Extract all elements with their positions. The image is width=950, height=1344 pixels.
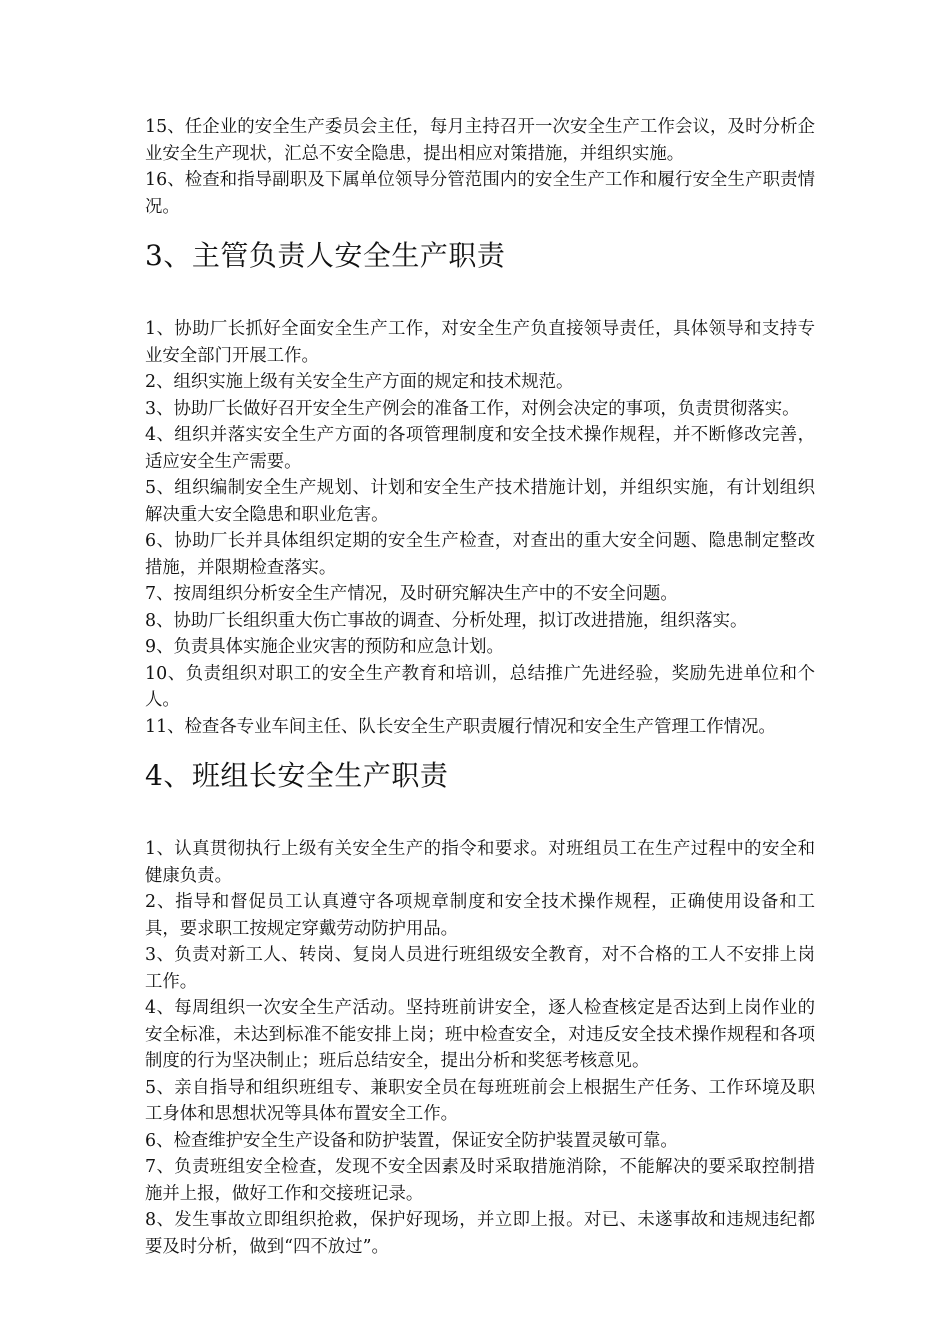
- paragraph-item-15: 15、任企业的安全生产委员会主任，每月主持召开一次安全生产工作会议，及时分析企业安全生产现状，汇总不安全隐患，提出相应对策措施，并组织实施。: [145, 117, 815, 164]
- section4-item-1: 1、认真贯彻执行上级有关安全生产的指令和要求。对班组员工在生产过程中的安全和健康负责。: [145, 839, 815, 886]
- section3-item-10: 10、负责组织对职工的安全生产教育和培训，总结推广先进经验，奖励先进单位和个人。: [145, 663, 815, 710]
- section3-item-6: 6、协助厂长并具体组织定期的安全生产检查，对查出的重大安全问题、隐患制定整改措施，并限期检查落实。: [145, 531, 815, 578]
- section3-item-8: 8、协助厂长组织重大伤亡事故的调查、分析处理，拟订改进措施，组织落实。: [145, 610, 748, 631]
- section4-item-8: 8、发生事故立即组织抢救，保护好现场，并立即上报。对已、未遂事故和违规违纪都要及时分析，做到“四不放过”。: [145, 1210, 815, 1257]
- section3-item-5: 5、组织编制安全生产规划、计划和安全生产技术措施计划，并组织实施，有计划组织解决重大安全隐患和职业危害。: [145, 478, 815, 525]
- section4-item-2: 2、指导和督促员工认真遵守各项规章制度和安全技术操作规程，正确使用设备和工具，要求职工按规定穿戴劳动防护用品。: [145, 892, 815, 939]
- section3-item-4: 4、组织并落实安全生产方面的各项管理制度和安全技术操作规程，并不断修改完善，适应安全生产需要。: [145, 425, 815, 472]
- section3-item-7: 7、按周组织分析安全生产情况，及时研究解决生产中的不安全问题。: [145, 584, 678, 604]
- section3-item-1: 1、协助厂长抓好全面安全生产工作，对安全生产负直接领导责任，具体领导和支持专业安全部门开展工作。: [145, 319, 815, 366]
- section3-item-2: 2、组织实施上级有关安全生产方面的规定和技术规范。: [145, 372, 574, 392]
- section4-item-5: 5、亲自指导和组织班组专、兼职安全员在每班班前会上根据生产任务、工作环境及职工身体和思想状况等具体布置安全工作。: [145, 1077, 815, 1124]
- section3-item-3: 3、协助厂长做好召开安全生产例会的准备工作，对例会决定的事项，负责贯彻落实。: [145, 398, 800, 419]
- section3-item-11: 11、检查各专业车间主任、队长安全生产职责履行情况和安全生产管理工作情况。: [145, 716, 776, 737]
- section3-item-9: 9、负责具体实施企业灾害的预防和应急计划。: [145, 637, 504, 657]
- document-body: [145, 114, 815, 1260]
- section4-item-3: 3、负责对新工人、转岗、复岗人员进行班组级安全教育，对不合格的工人不安排上岗工作。: [145, 945, 815, 992]
- section4-item-7: 7、负责班组安全检查，发现不安全因素及时采取措施消除，不能解决的要采取控制措施并上报，做好工作和交接班记录。: [145, 1157, 815, 1204]
- section-heading-4: 4、班组长安全生产职责: [145, 759, 449, 792]
- paragraph-item-16: 16、检查和指导副职及下属单位领导分管范围内的安全生产工作和履行安全生产职责情况。: [145, 170, 815, 217]
- section-heading-3: 3、主管负责人安全生产职责: [145, 239, 506, 272]
- section4-item-6: 6、检查维护安全生产设备和防护装置，保证安全防护装置灵敏可靠。: [145, 1130, 678, 1151]
- section4-item-4: 4、每周组织一次安全生产活动。坚持班前讲安全，逐人检查核定是否达到上岗作业的安全标准，未达到标准不能安排上岗；班中检查安全，对违反安全技术操作规程和各项制度的行为坚决制止；班后总结安全，提出分析和奖惩考核意见。: [145, 998, 815, 1071]
